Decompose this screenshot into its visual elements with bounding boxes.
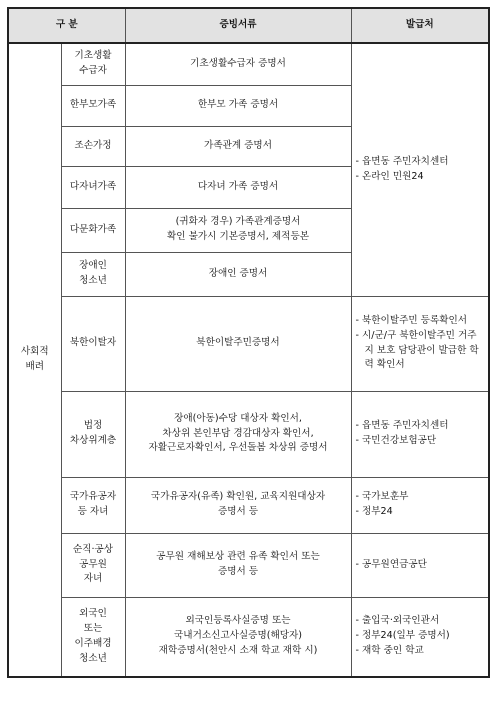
- documents-cell: 한부모 가족 증명서: [125, 85, 351, 126]
- documents-cell: 외국인등록사실증명 또는 국내거소신고사실증명(해당자) 재학증명서(천안시 소재 학교 재학 시): [125, 597, 351, 677]
- subcategory-cell: 북한이탈자: [61, 296, 125, 391]
- table-header-row: [8, 8, 489, 43]
- issuer-cell: - 읍면동 주민자치센터 - 온라인 민원24: [351, 43, 489, 296]
- documents-cell: 북한이탈주민증명서: [125, 296, 351, 391]
- header-category: 구 분: [8, 8, 125, 43]
- document-page: [7, 7, 490, 678]
- documents-cell: 장애인 증명서: [125, 252, 351, 296]
- subcategory-cell: 국가유공자 등 자녀: [61, 477, 125, 533]
- subcategory-cell: 순직·공상 공무원 자녀: [61, 533, 125, 597]
- issuer-cell: - 출입국·외국인관서 - 정부24(일부 증명서) - 재학 중인 학교: [351, 597, 489, 677]
- subcategory-cell: 다자녀가족: [61, 166, 125, 208]
- table-row: [8, 477, 489, 533]
- subcategory-cell: 다문화가족: [61, 208, 125, 252]
- documents-cell: 장애(아동)수당 대상자 확인서, 차상위 본인부담 경감대상자 확인서, 자활근로자확인서, 우선돌봄 차상위 증명서: [125, 391, 351, 477]
- subcategory-cell: 법정 차상위계층: [61, 391, 125, 477]
- table-row: [8, 296, 489, 391]
- documents-cell: (귀화자 경우) 가족관계증명서 확인 불가시 기본증명서, 제적등본: [125, 208, 351, 252]
- subcategory-cell: 조손가정: [61, 126, 125, 166]
- subcategory-cell: 한부모가족: [61, 85, 125, 126]
- table-row: [8, 391, 489, 477]
- documents-cell: 국가유공자(유족) 확인원, 교육지원대상자 증명서 등: [125, 477, 351, 533]
- documents-cell: 다자녀 가족 증명서: [125, 166, 351, 208]
- table-row: [8, 533, 489, 597]
- documents-cell: 가족관계 증명서: [125, 126, 351, 166]
- issuer-cell: - 북한이탈주민 등록확인서 - 시/군/구 북한이탈주민 거주지 보호 담당관이 발급한 학력 확인서: [351, 296, 489, 391]
- evidence-documents-table: [7, 7, 490, 678]
- issuer-cell: - 국가보훈부 - 정부24: [351, 477, 489, 533]
- header-issuer: 발급처: [351, 8, 489, 43]
- main-category-cell: 사회적 배려: [8, 43, 61, 677]
- documents-cell: 기초생활수급자 증명서: [125, 43, 351, 85]
- subcategory-cell: 외국인 또는 이주배경 청소년: [61, 597, 125, 677]
- issuer-cell: - 읍면동 주민자치센터 - 국민건강보험공단: [351, 391, 489, 477]
- subcategory-cell: 기초생활 수급자: [61, 43, 125, 85]
- table-row: [8, 43, 489, 85]
- subcategory-cell: 장애인 청소년: [61, 252, 125, 296]
- table-row: [8, 597, 489, 677]
- issuer-cell: - 공무원연금공단: [351, 533, 489, 597]
- header-documents: 증빙서류: [125, 8, 351, 43]
- documents-cell: 공무원 재해보상 관련 유족 확인서 또는 증명서 등: [125, 533, 351, 597]
